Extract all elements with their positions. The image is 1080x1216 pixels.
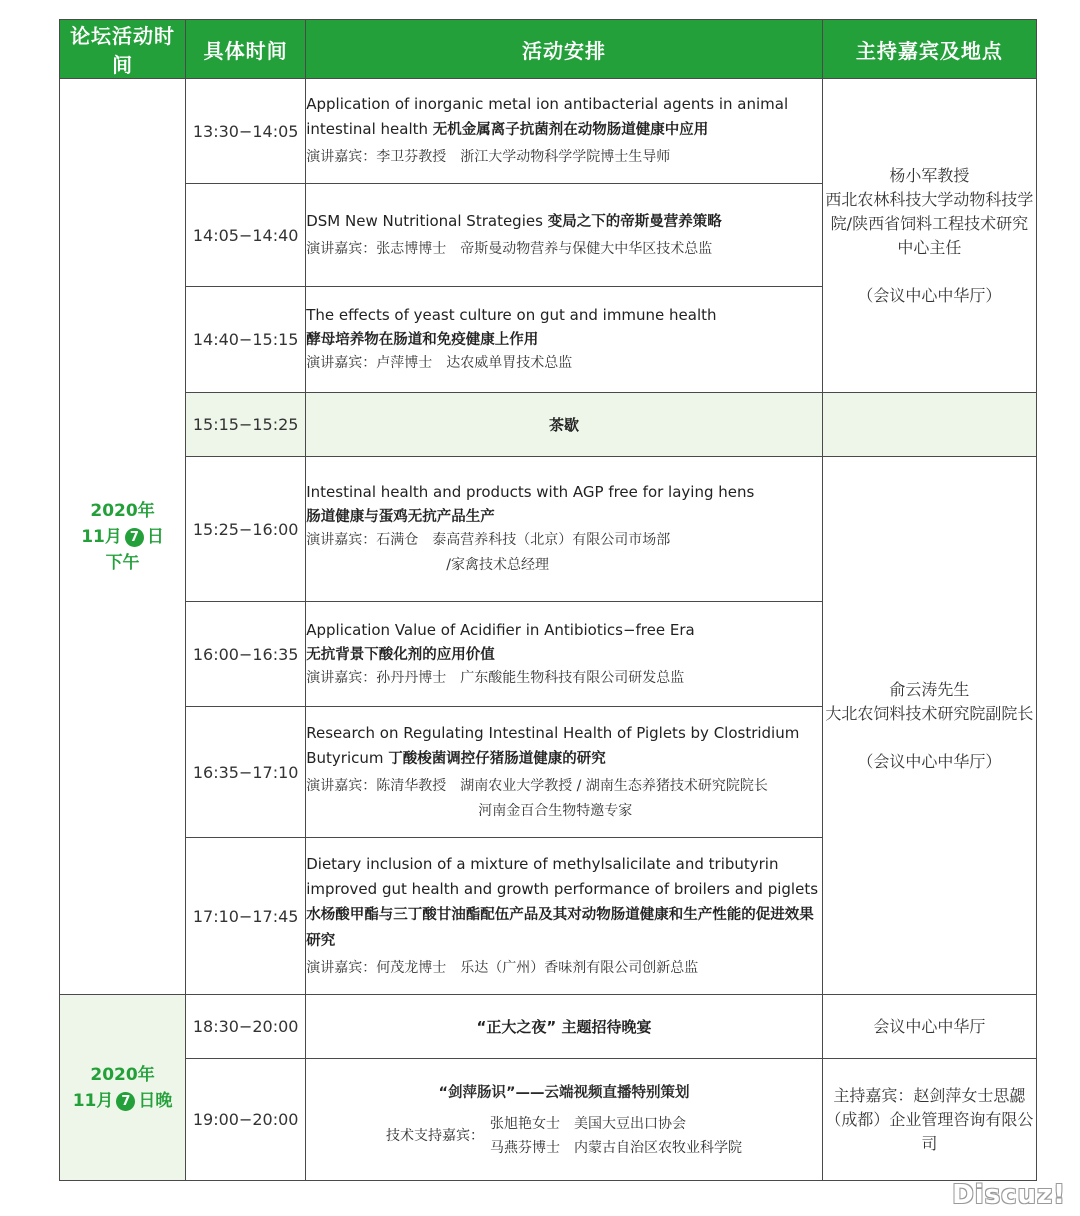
session-cell bbox=[306, 838, 823, 995]
evening-year: 2020年 bbox=[90, 1064, 155, 1085]
session-cell bbox=[306, 602, 823, 707]
speaker-affiliation-2: /家禽技术总经理 bbox=[446, 557, 549, 573]
host1-location: （会议中心中华厅） bbox=[857, 285, 1002, 305]
evening-day-badge: 7 bbox=[116, 1092, 135, 1111]
speaker-name: 陈清华教授 bbox=[376, 777, 447, 794]
dinner-time: 18:30−20:00 bbox=[186, 995, 306, 1059]
header-activity: 活动安排 bbox=[306, 20, 823, 79]
session-title-zh: 丁酸梭菌调控仔猪肠道健康的研究 bbox=[388, 750, 606, 767]
speaker-label: 演讲嘉宾： bbox=[306, 669, 377, 686]
session-title-en: Intestinal health and products with AGP free for laying hens bbox=[306, 483, 755, 501]
host2-location: （会议中心中华厅） bbox=[857, 751, 1002, 771]
speaker-affiliation-2: 河南金百合生物特邀专家 bbox=[478, 802, 633, 819]
speaker-label: 演讲嘉宾： bbox=[306, 777, 377, 794]
header-row bbox=[60, 20, 1037, 79]
host-cell-1 bbox=[822, 79, 1036, 393]
afternoon-year: 2020年 bbox=[90, 500, 155, 521]
table-row bbox=[60, 79, 1037, 184]
live-cell bbox=[306, 1059, 823, 1181]
session-title-zh: 无抗背景下酸化剂的应用价值 bbox=[306, 646, 495, 663]
supporter-name: 马燕芬博士 bbox=[489, 1139, 560, 1156]
live-host: 主持嘉宾：赵剑萍女士思勰（成都）企业管理咨询有限公司 bbox=[822, 1059, 1036, 1181]
live-title: “剑萍肠识”——云端视频直播特别策划 bbox=[438, 1084, 690, 1101]
session-time: 16:35−17:10 bbox=[186, 707, 306, 838]
afternoon-period: 下午 bbox=[105, 552, 140, 573]
tea-break-host-empty bbox=[822, 393, 1036, 457]
session-time: 15:25−16:00 bbox=[186, 457, 306, 602]
speaker-name: 李卫芬教授 bbox=[376, 149, 447, 165]
session-title-en: Dietary inclusion of a mixture of methylsalicilate and tributyrin improved gut health and growth performance of broilers and piglets bbox=[306, 854, 819, 898]
session-title-en: DSM New Nutritional Strategies bbox=[306, 211, 543, 230]
speaker-label: 演讲嘉宾： bbox=[306, 149, 377, 165]
dinner-location: 会议中心中华厅 bbox=[822, 995, 1036, 1059]
afternoon-day-badge: 7 bbox=[125, 528, 144, 547]
session-title-zh: 变局之下的帝斯曼营养策略 bbox=[547, 213, 722, 230]
host2-title: 大北农饲料技术研究院副院长 bbox=[825, 703, 1034, 723]
tea-break-row bbox=[60, 393, 1037, 457]
header-time: 具体时间 bbox=[186, 20, 306, 79]
session-title-en: Research on Regulating Intestinal Health of Piglets by Clostridium Butyricum bbox=[306, 723, 800, 767]
speaker-name: 石满仓 bbox=[376, 532, 419, 548]
session-time: 14:05−14:40 bbox=[186, 184, 306, 287]
evening-day-suffix: 日晚 bbox=[138, 1090, 173, 1111]
supporter-org: 美国大豆出口协会 bbox=[573, 1115, 686, 1132]
session-time: 13:30−14:05 bbox=[186, 79, 306, 184]
supporter-name: 张旭艳女士 bbox=[489, 1115, 560, 1132]
session-title-en: Application Value of Acidifier in Antibiotics−free Era bbox=[306, 620, 695, 639]
speaker-name: 孙丹丹博士 bbox=[376, 669, 447, 686]
live-time: 19:00−20:00 bbox=[186, 1059, 306, 1181]
session-time: 17:10−17:45 bbox=[186, 838, 306, 995]
speaker-affiliation: 达农威单胃技术总监 bbox=[446, 355, 573, 371]
speaker-affiliation: 湖南农业大学教授 / 湖南生态养猪技术研究院院长 bbox=[460, 777, 768, 794]
live-row bbox=[60, 1059, 1037, 1181]
host1-name: 杨小军教授 bbox=[889, 165, 970, 185]
speaker-name: 张志博博士 bbox=[376, 240, 447, 257]
session-title-zh: 水杨酸甲酯与三丁酸甘油酯配伍产品及其对动物肠道健康和生产性能的促进效果研究 bbox=[306, 906, 814, 949]
session-time: 16:00−16:35 bbox=[186, 602, 306, 707]
tea-break-label: 茶歇 bbox=[306, 393, 823, 457]
session-cell bbox=[306, 457, 823, 602]
supporter-org: 内蒙古自治区农牧业科学院 bbox=[573, 1139, 742, 1156]
session-cell bbox=[306, 184, 823, 287]
speaker-label: 演讲嘉宾： bbox=[306, 959, 377, 976]
dinner-label: “正大之夜” 主题招待晚宴 bbox=[306, 995, 823, 1059]
speaker-affiliation: 泰高营养科技（北京）有限公司市场部 bbox=[432, 532, 671, 548]
session-title-zh: 无机金属离子抗菌剂在动物肠道健康中应用 bbox=[432, 122, 709, 138]
supporter-item bbox=[490, 1112, 742, 1136]
speaker-label: 演讲嘉宾： bbox=[306, 355, 377, 371]
support-label: 技术支持嘉宾： bbox=[385, 1127, 484, 1144]
speaker-name: 何茂龙博士 bbox=[376, 959, 447, 976]
evening-month: 11月 bbox=[72, 1090, 114, 1111]
host2-name: 俞云涛先生 bbox=[889, 679, 970, 699]
header-host: 主持嘉宾及地点 bbox=[822, 20, 1036, 79]
session-title-zh: 肠道健康与蛋鸡无抗产品生产 bbox=[306, 509, 495, 525]
speaker-affiliation: 乐达（广州）香味剂有限公司创新总监 bbox=[460, 959, 699, 976]
session-cell bbox=[306, 707, 823, 838]
speaker-name: 卢萍博士 bbox=[376, 355, 433, 371]
session-cell bbox=[306, 79, 823, 184]
afternoon-day-suffix: 日 bbox=[146, 526, 164, 547]
schedule-table bbox=[59, 19, 1037, 1181]
session-title-zh: 酵母培养物在肠道和免疫健康上作用 bbox=[306, 332, 539, 348]
host-cell-2 bbox=[822, 457, 1036, 995]
speaker-affiliation: 浙江大学动物科学学院博士生导师 bbox=[460, 149, 671, 165]
header-date: 论坛活动时间 bbox=[60, 20, 186, 79]
support-block bbox=[306, 1112, 822, 1160]
session-title-en: The effects of yeast culture on gut and immune health bbox=[306, 306, 717, 324]
speaker-label: 演讲嘉宾： bbox=[306, 240, 377, 257]
evening-date-cell bbox=[60, 995, 186, 1181]
tea-break-time: 15:15−15:25 bbox=[186, 393, 306, 457]
session-cell bbox=[306, 287, 823, 393]
speaker-affiliation: 广东酸能生物科技有限公司研发总监 bbox=[460, 669, 685, 686]
supporter-item bbox=[490, 1136, 742, 1160]
host1-title: 西北农林科技大学动物科技学院/陕西省饲料工程技术研究中心主任 bbox=[825, 189, 1034, 257]
afternoon-month: 11月 bbox=[81, 526, 122, 547]
speaker-label: 演讲嘉宾： bbox=[306, 532, 377, 548]
session-time: 14:40−15:15 bbox=[186, 287, 306, 393]
speaker-affiliation: 帝斯曼动物营养与保健大中华区技术总监 bbox=[460, 240, 713, 257]
watermark: Discuz! bbox=[952, 1180, 1066, 1210]
session-title-en: Application of inorganic metal ion antibacterial agents in animal intestinal health bbox=[306, 95, 789, 138]
afternoon-date-cell bbox=[60, 79, 186, 995]
table-row bbox=[60, 457, 1037, 602]
dinner-row bbox=[60, 995, 1037, 1059]
